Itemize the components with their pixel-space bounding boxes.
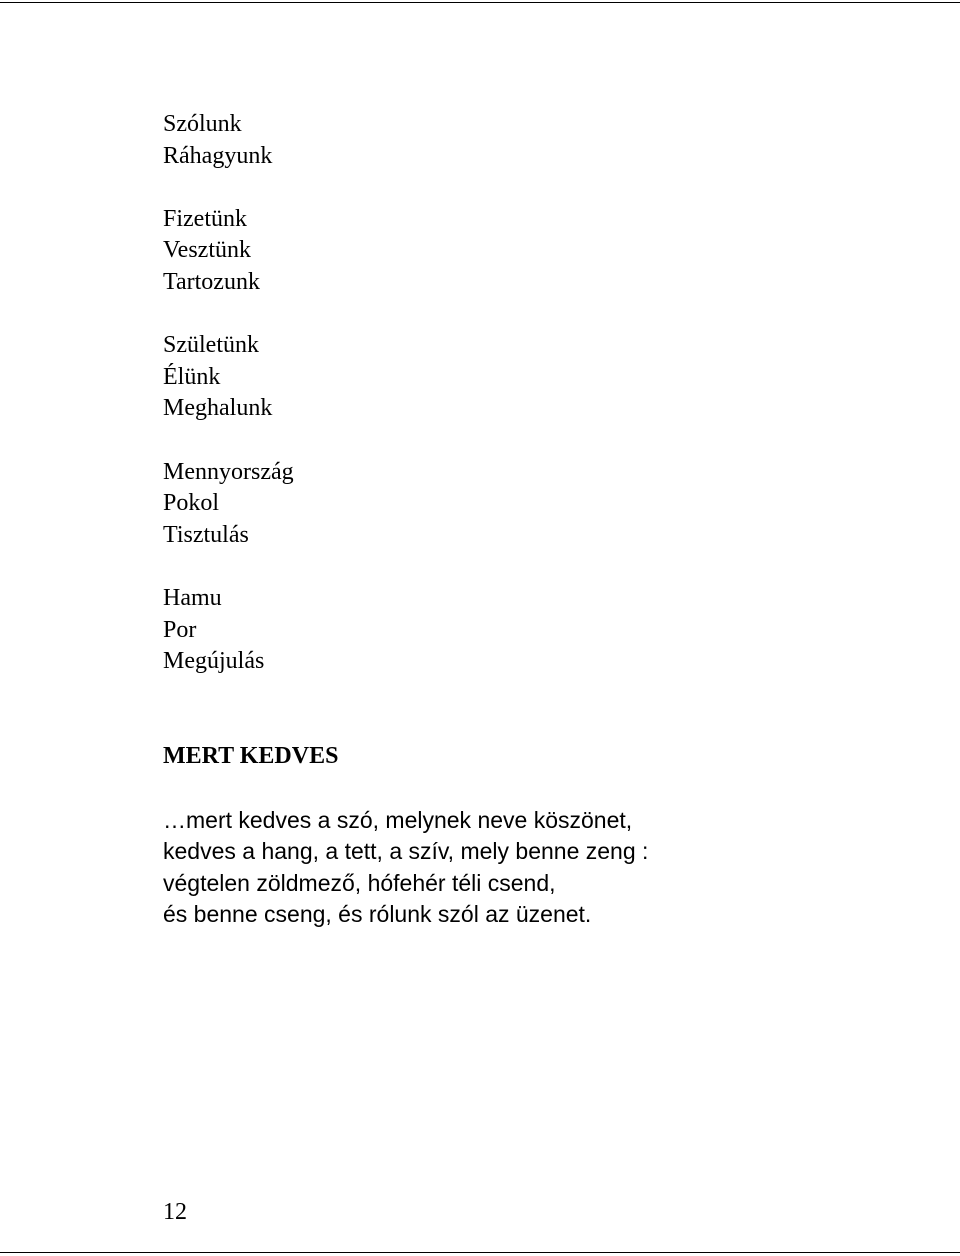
poem-line: Hamu: [163, 584, 222, 611]
verse-line: …mert kedves a szó, melynek neve köszönet,: [163, 807, 633, 833]
poem-line: Pokol: [163, 490, 220, 517]
stanza: [163, 330, 294, 425]
poem-line: Vesztünk: [163, 237, 251, 264]
page-number: 12: [163, 1199, 187, 1225]
poem-line: Por: [163, 616, 197, 643]
poem-line: Élünk: [163, 363, 221, 390]
poem-line: Ráhagyunk: [163, 142, 273, 169]
stanza: [163, 109, 294, 172]
top-rule: [0, 2, 960, 3]
verse-line: és benne cseng, és rólunk szól az üzenet.: [163, 901, 592, 928]
poem-line: Szólunk: [163, 111, 242, 137]
poem-list: [163, 109, 294, 709]
poem-line: Megújulás: [163, 648, 265, 675]
stanza: [163, 204, 294, 299]
poem-line: Születünk: [163, 332, 259, 359]
poem-line: Fizetünk: [163, 205, 247, 232]
verse-line: kedves a hang, a tett, a szív, mely benne zeng :: [163, 838, 649, 865]
poem-title: MERT KEDVES: [163, 743, 339, 769]
poem-line: Meghalunk: [163, 395, 273, 422]
poem-line: Mennyország: [163, 458, 294, 485]
verse-block: [163, 805, 648, 931]
verse-line: végtelen zöldmező, hófehér téli csend,: [163, 869, 556, 896]
stanza: [163, 457, 294, 552]
poem-line: Tartozunk: [163, 268, 260, 295]
stanza: [163, 583, 294, 678]
poem-line: Tisztulás: [163, 521, 249, 548]
bottom-rule: [0, 1252, 960, 1253]
